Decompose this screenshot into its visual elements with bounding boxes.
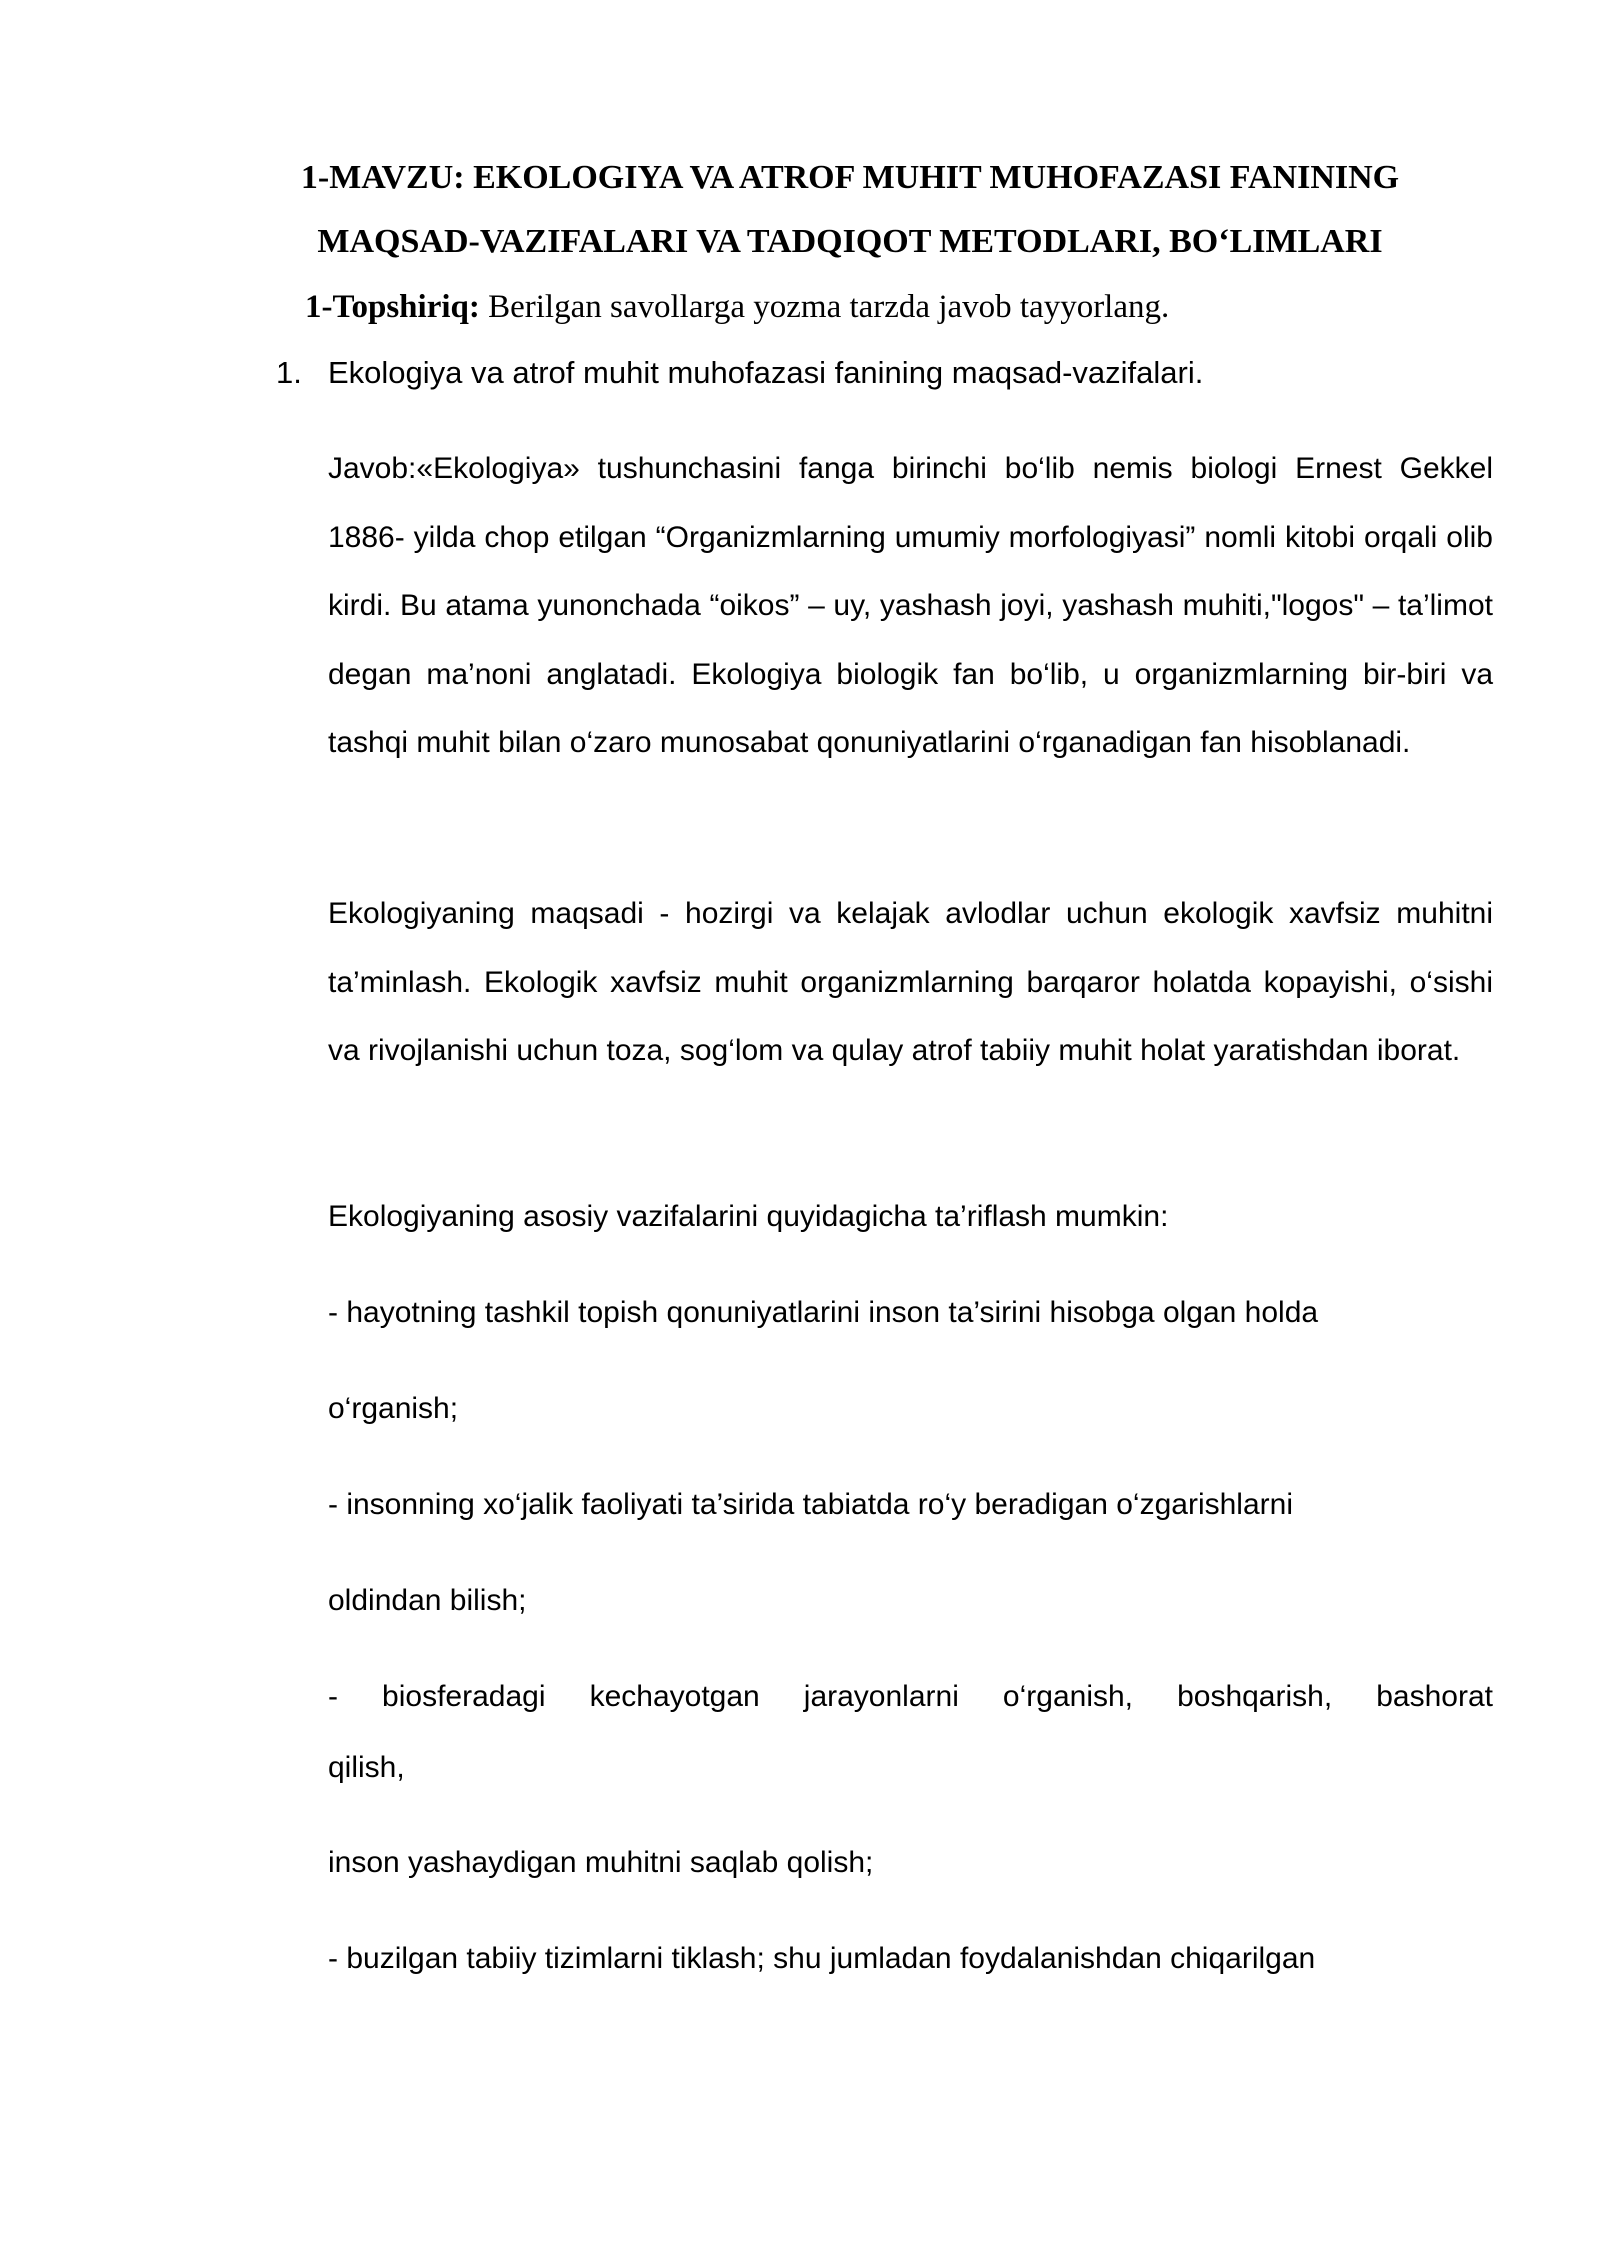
question-number: 1. — [276, 355, 302, 390]
task-item-2-line-1: - insonning xo‘jalik faoliyati ta’sirida tabiatda ro‘y beradigan o‘zgarishlarni — [328, 1488, 1293, 1521]
question-text: Ekologiya va atrof muhit muhofazasi fanining maqsad-vazifalari. — [328, 355, 1204, 390]
task-text: Berilgan savollarga yozma tarzda javob tayyorlang. — [479, 289, 1170, 325]
task-item-5: - buzilgan tabiiy tizimlarni tiklash; shu jumladan foydalanishdan chiqarilgan — [328, 1942, 1316, 1975]
topic-title-line-2: MAQSAD-VAZIFALARI VA TADQIQOT METODLARI, BO‘LIMLARI — [317, 223, 1383, 260]
answer-paragraph-1: Javob:«Ekologiya» tushunchasini fanga birinchi bo‘lib nemis biologi Ernest Gekkel 1886- yilda chop etilgan “Organizmlarning umumiy morfologiyasi” nomli kitobi orqali olib kirdi. Bu atama yunonchada “oikos” – uy, yashash joyi, yashash muhiti,"logos" – ta’limot degan ma’noni anglatadi. Ekologiya biologik fan bo‘lib, u organizmlarning bir-biri va tashqi muhit bilan o‘zaro munosabat qonuniyatlarini o‘rganadigan fan hisoblanadi. — [328, 452, 1493, 759]
task-item-4: inson yashaydigan muhitni saqlab qolish; — [328, 1846, 874, 1879]
task-item-3-line-1: - biosferadagi kechayotgan jarayonlarni o‘rganish, boshqarish, bashorat — [328, 1680, 1493, 1713]
task-item-1-line-2: o‘rganish; — [328, 1392, 459, 1425]
task-item-2-line-2: oldindan bilish; — [328, 1584, 527, 1617]
answer-paragraph-2: Ekologiyaning maqsadi - hozirgi va kelajak avlodlar uchun ekologik xavfsiz muhitni ta’minlash. Ekologik xavfsiz muhit organizmlarning barqaror holatda kopayishi, o‘sishi va rivojlanishi uchun toza, sog‘lom va qulay atrof tabiiy muhit holat yaratishdan iborat. — [328, 897, 1493, 1067]
task-item-1-line-1: - hayotning tashkil topish qonuniyatlarini inson ta’sirini hisobga olgan holda — [328, 1296, 1319, 1329]
task-instruction — [305, 282, 1169, 332]
task-label: 1-Topshiriq: — [305, 289, 480, 325]
topic-title-line-1: 1-MAVZU: EKOLOGIYA VA ATROF MUHIT MUHOFAZASI FANINING — [300, 159, 1400, 196]
task-item-3-line-2: qilish, — [328, 1751, 405, 1784]
tasks-intro: Ekologiyaning asosiy vazifalarini quyidagicha ta’riflash mumkin: — [328, 1200, 1169, 1233]
